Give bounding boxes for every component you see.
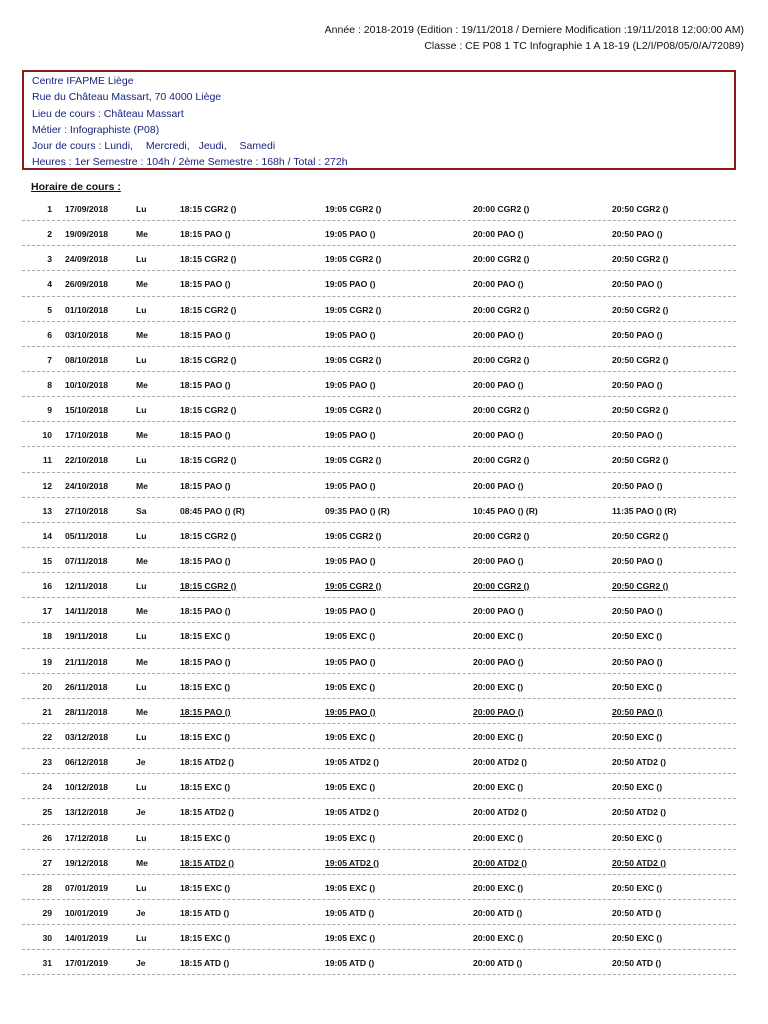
schedule-table [22, 196, 736, 975]
time-slot: 18:15 PAO () [180, 480, 231, 491]
row-day: Me [136, 857, 148, 868]
time-slot: 20:00 CGR2 () [473, 204, 530, 214]
row-number: 17 [42, 606, 52, 617]
time-slot: 19:05 PAO () [325, 656, 376, 667]
time-slot: 18:15 EXC () [180, 731, 231, 742]
time-slot: 20:50 CGR2 () [612, 254, 669, 265]
centre-address: Rue du Château Massart, 70 4000 Liège [32, 91, 222, 104]
row-number: 4 [47, 279, 52, 290]
row-date: 21/11/2018 [65, 656, 108, 667]
time-slot: 20:50 ATD2 () [612, 757, 666, 768]
time-slot: 20:00 EXC () [473, 782, 524, 793]
row-date: 17/10/2018 [65, 430, 109, 441]
row-date: 28/11/2018 [65, 706, 108, 717]
time-slot: 18:15 CGR2 () [180, 405, 237, 416]
time-slot: 19:05 PAO () [325, 480, 376, 491]
row-number: 10 [42, 430, 52, 441]
time-slot: 19:05 CGR2 () [325, 405, 382, 416]
time-slot: 20:00 CGR2 () [473, 405, 530, 416]
row-date: 24/09/2018 [65, 254, 109, 265]
time-slot: 08:45 PAO () (R) [180, 505, 245, 516]
time-slot: 20:00 CGR2 () [473, 304, 530, 315]
row-day: Je [136, 907, 146, 918]
row-date: 03/12/2018 [65, 731, 109, 742]
table-row [22, 875, 736, 900]
time-slot: 18:15 CGR2 () [180, 354, 237, 365]
edition-line: Année : 2018-2019 (Edition : 19/11/2018 / Derniere Modification :19/11/2018 12:00:00 AM) [324, 24, 744, 36]
time-slot: 19:05 ATD () [325, 907, 375, 918]
time-slot: 19:05 CGR2 () [325, 254, 382, 265]
table-row [22, 950, 736, 975]
time-slot: 20:50 PAO () [612, 656, 663, 667]
time-slot: 18:15 PAO () [180, 606, 231, 617]
row-number: 8 [47, 379, 52, 390]
row-number: 19 [42, 656, 52, 667]
time-slot: 20:00 EXC () [473, 933, 524, 944]
row-number: 31 [42, 958, 52, 969]
row-number: 25 [42, 807, 52, 818]
time-slot: 20:00 PAO () [473, 606, 524, 617]
row-day: Lu [136, 933, 147, 944]
time-slot: 18:15 PAO () [180, 379, 231, 390]
row-day: Lu [136, 631, 147, 642]
row-number: 20 [42, 681, 52, 692]
row-number: 12 [42, 480, 52, 491]
row-date: 10/10/2018 [65, 379, 109, 390]
row-number: 29 [42, 907, 52, 918]
time-slot: 20:00 PAO () [473, 480, 524, 491]
table-row [22, 799, 736, 824]
table-row [22, 523, 736, 548]
table-row [22, 699, 736, 724]
course-day-thursday: Jeudi, [198, 140, 227, 153]
row-day: Me [136, 329, 148, 340]
time-slot: 20:00 EXC () [473, 882, 524, 893]
time-slot: 20:00 PAO () [473, 706, 524, 717]
row-day: Lu [136, 882, 147, 893]
time-slot: 20:50 CGR2 () [612, 581, 669, 592]
row-number: 14 [42, 530, 52, 541]
time-slot: 20:50 EXC () [612, 933, 663, 944]
row-day: Je [136, 757, 146, 768]
row-number: 5 [47, 304, 52, 315]
time-slot: 18:15 PAO () [180, 555, 231, 566]
time-slot: 18:15 PAO () [180, 706, 231, 717]
row-date: 13/12/2018 [65, 807, 109, 818]
table-row [22, 925, 736, 950]
time-slot: 20:00 EXC () [473, 731, 524, 742]
row-number: 15 [42, 555, 52, 566]
row-date: 24/10/2018 [65, 480, 109, 491]
time-slot: 20:00 CGR2 () [473, 581, 530, 592]
row-date: 07/11/2018 [65, 555, 108, 566]
row-number: 13 [42, 505, 52, 516]
table-row [22, 749, 736, 774]
time-slot: 10:45 PAO () (R) [473, 505, 538, 516]
time-slot: 19:05 PAO () [325, 229, 376, 240]
row-day: Je [136, 807, 146, 818]
row-number: 27 [42, 857, 52, 868]
row-date: 07/01/2019 [65, 882, 109, 893]
course-day-saturday: Samedi [239, 140, 276, 153]
time-slot: 18:15 ATD2 () [180, 807, 234, 818]
row-number: 1 [47, 204, 52, 214]
table-row [22, 724, 736, 749]
row-number: 7 [47, 354, 52, 365]
row-day: Me [136, 279, 148, 290]
time-slot: 18:15 EXC () [180, 933, 231, 944]
row-date: 08/10/2018 [65, 354, 109, 365]
row-date: 22/10/2018 [65, 455, 109, 466]
time-slot: 18:15 CGR2 () [180, 530, 237, 541]
time-slot: 20:50 EXC () [612, 782, 663, 793]
centre-name: Centre IFAPME Liège [32, 75, 134, 87]
time-slot: 20:50 ATD2 () [612, 807, 666, 818]
row-day: Sa [136, 505, 147, 516]
time-slot: 20:00 EXC () [473, 832, 524, 843]
table-row [22, 850, 736, 875]
row-date: 14/11/2018 [65, 606, 108, 617]
time-slot: 20:50 PAO () [612, 379, 663, 390]
time-slot: 19:05 PAO () [325, 379, 376, 390]
row-number: 11 [42, 455, 52, 466]
course-day-wednesday: Mercredi, [145, 140, 190, 153]
info-box [22, 70, 736, 170]
row-date: 19/11/2018 [65, 631, 108, 642]
time-slot: 20:00 PAO () [473, 430, 524, 441]
row-day: Lu [136, 405, 147, 416]
time-slot: 20:50 PAO () [612, 480, 663, 491]
time-slot: 20:00 ATD () [473, 958, 523, 969]
time-slot: 20:50 EXC () [612, 631, 663, 642]
time-slot: 18:15 EXC () [180, 832, 231, 843]
time-slot: 20:50 ATD () [612, 907, 662, 918]
row-date: 15/10/2018 [65, 405, 109, 416]
row-date: 17/01/2019 [65, 958, 109, 969]
row-date: 27/10/2018 [65, 505, 109, 516]
time-slot: 18:15 CGR2 () [180, 254, 237, 265]
time-slot: 20:50 ATD () [612, 958, 662, 969]
time-slot: 18:15 ATD () [180, 907, 230, 918]
row-day: Lu [136, 681, 147, 692]
row-day: Me [136, 480, 148, 491]
time-slot: 20:50 PAO () [612, 329, 663, 340]
row-number: 30 [42, 933, 52, 944]
time-slot: 18:15 EXC () [180, 782, 231, 793]
time-slot: 19:05 PAO () [325, 329, 376, 340]
time-slot: 20:50 PAO () [612, 229, 663, 240]
time-slot: 20:50 EXC () [612, 681, 663, 692]
row-date: 12/11/2018 [65, 581, 108, 592]
row-day: Lu [136, 782, 147, 793]
time-slot: 19:05 EXC () [325, 731, 376, 742]
table-row [22, 246, 736, 271]
row-day: Lu [136, 254, 147, 265]
row-number: 18 [42, 631, 52, 642]
schedule-title: Horaire de cours : [31, 181, 121, 193]
table-row [22, 221, 736, 246]
time-slot: 20:50 PAO () [612, 606, 663, 617]
row-date: 01/10/2018 [65, 304, 109, 315]
time-slot: 19:05 EXC () [325, 631, 376, 642]
row-date: 26/11/2018 [65, 681, 108, 692]
time-slot: 20:00 PAO () [473, 279, 524, 290]
row-date: 19/12/2018 [65, 857, 109, 868]
time-slot: 20:00 PAO () [473, 555, 524, 566]
time-slot: 19:05 PAO () [325, 706, 376, 717]
time-slot: 20:00 ATD2 () [473, 807, 527, 818]
time-slot: 20:00 PAO () [473, 656, 524, 667]
time-slot: 20:50 CGR2 () [612, 405, 669, 416]
row-day: Me [136, 379, 148, 390]
time-slot: 20:50 CGR2 () [612, 455, 669, 466]
time-slot: 20:00 CGR2 () [473, 254, 530, 265]
row-day: Me [136, 430, 148, 441]
row-day: Me [136, 606, 148, 617]
table-row [22, 372, 736, 397]
time-slot: 20:00 ATD () [473, 907, 523, 918]
table-row [22, 473, 736, 498]
course-location: Lieu de cours : Château Massart [32, 107, 184, 120]
row-day: Lu [136, 204, 147, 214]
row-date: 06/12/2018 [65, 757, 109, 768]
row-number: 23 [42, 757, 52, 768]
time-slot: 20:50 ATD2 () [612, 857, 666, 868]
time-slot: 19:05 CGR2 () [325, 204, 382, 214]
table-row [22, 900, 736, 925]
time-slot: 18:15 PAO () [180, 430, 231, 441]
time-slot: 20:00 PAO () [473, 329, 524, 340]
time-slot: 20:50 EXC () [612, 832, 663, 843]
row-number: 28 [42, 882, 52, 893]
table-row [22, 825, 736, 850]
row-date: 19/09/2018 [65, 229, 109, 240]
time-slot: 19:05 PAO () [325, 555, 376, 566]
time-slot: 20:00 CGR2 () [473, 455, 530, 466]
row-number: 21 [42, 706, 52, 717]
row-number: 6 [47, 329, 52, 340]
table-row [22, 774, 736, 799]
course-days [32, 138, 734, 154]
row-day: Me [136, 706, 148, 717]
time-slot: 18:15 EXC () [180, 681, 231, 692]
time-slot: 20:00 PAO () [473, 229, 524, 240]
time-slot: 18:15 CGR2 () [180, 455, 237, 466]
row-number: 9 [47, 405, 52, 416]
row-day: Lu [136, 530, 147, 541]
time-slot: 20:00 PAO () [473, 379, 524, 390]
time-slot: 20:50 PAO () [612, 706, 663, 717]
row-number: 16 [42, 581, 52, 592]
row-number: 22 [42, 731, 52, 742]
time-slot: 20:50 CGR2 () [612, 530, 669, 541]
time-slot: 20:00 EXC () [473, 681, 524, 692]
time-slot: 20:50 EXC () [612, 731, 663, 742]
row-number: 24 [42, 782, 52, 793]
table-row [22, 297, 736, 322]
time-slot: 20:50 PAO () [612, 555, 663, 566]
time-slot: 20:00 CGR2 () [473, 354, 530, 365]
time-slot: 20:50 CGR2 () [612, 304, 669, 315]
course-days-label: Jour de cours : Lundi, [32, 140, 133, 153]
time-slot: 18:15 EXC () [180, 631, 231, 642]
row-day: Je [136, 958, 146, 969]
time-slot: 19:05 PAO () [325, 606, 376, 617]
time-slot: 18:15 ATD2 () [180, 857, 234, 868]
row-day: Me [136, 555, 148, 566]
table-row [22, 498, 736, 523]
time-slot: 20:50 EXC () [612, 882, 663, 893]
time-slot: 18:15 CGR2 () [180, 304, 237, 315]
time-slot: 11:35 PAO () (R) [612, 505, 677, 516]
time-slot: 20:50 PAO () [612, 279, 663, 290]
time-slot: 20:00 ATD2 () [473, 757, 527, 768]
time-slot: 19:05 EXC () [325, 882, 376, 893]
time-slot: 18:15 ATD () [180, 958, 230, 969]
time-slot: 20:00 EXC () [473, 631, 524, 642]
time-slot: 18:15 PAO () [180, 656, 231, 667]
row-date: 26/09/2018 [65, 279, 109, 290]
row-number: 2 [47, 229, 52, 240]
row-day: Me [136, 229, 148, 240]
time-slot: 19:05 EXC () [325, 681, 376, 692]
time-slot: 19:05 ATD2 () [325, 857, 379, 868]
time-slot: 20:00 ATD2 () [473, 857, 527, 868]
table-row [22, 322, 736, 347]
time-slot: 18:15 CGR2 () [180, 581, 237, 592]
time-slot: 19:05 CGR2 () [325, 581, 382, 592]
time-slot: 19:05 EXC () [325, 933, 376, 944]
table-row [22, 573, 736, 598]
table-row [22, 271, 736, 296]
table-row [22, 548, 736, 573]
time-slot: 19:05 CGR2 () [325, 530, 382, 541]
time-slot: 19:05 ATD2 () [325, 807, 379, 818]
row-day: Me [136, 656, 148, 667]
time-slot: 09:35 PAO () (R) [325, 505, 390, 516]
time-slot: 18:15 EXC () [180, 882, 231, 893]
table-row [22, 598, 736, 623]
table-row [22, 649, 736, 674]
class-line: Classe : CE P08 1 TC Infographie 1 A 18-19 (L2/I/P08/05/0/A/72089) [424, 40, 744, 52]
table-row [22, 397, 736, 422]
time-slot: 19:05 ATD () [325, 958, 375, 969]
table-row [22, 447, 736, 472]
time-slot: 19:05 PAO () [325, 430, 376, 441]
time-slot: 19:05 CGR2 () [325, 354, 382, 365]
time-slot: 18:15 ATD2 () [180, 757, 234, 768]
row-date: 05/11/2018 [65, 530, 108, 541]
row-day: Lu [136, 731, 147, 742]
time-slot: 20:00 CGR2 () [473, 530, 530, 541]
row-date: 17/09/2018 [65, 204, 109, 214]
table-row [22, 196, 736, 221]
table-row [22, 674, 736, 699]
row-day: Lu [136, 581, 147, 592]
row-number: 3 [47, 254, 52, 265]
time-slot: 18:15 PAO () [180, 229, 231, 240]
time-slot: 20:50 PAO () [612, 430, 663, 441]
row-day: Lu [136, 304, 147, 315]
row-date: 17/12/2018 [65, 832, 109, 843]
row-day: Lu [136, 455, 147, 466]
row-day: Lu [136, 832, 147, 843]
time-slot: 18:15 CGR2 () [180, 204, 237, 214]
row-day: Lu [136, 354, 147, 365]
table-row [22, 623, 736, 648]
time-slot: 19:05 EXC () [325, 782, 376, 793]
hours-summary: Heures : 1er Semestre : 104h / 2ème Semestre : 168h / Total : 272h [32, 156, 348, 169]
table-row [22, 347, 736, 372]
row-date: 10/12/2018 [65, 782, 109, 793]
time-slot: 19:05 PAO () [325, 279, 376, 290]
time-slot: 19:05 ATD2 () [325, 757, 379, 768]
row-date: 03/10/2018 [65, 329, 109, 340]
time-slot: 19:05 EXC () [325, 832, 376, 843]
time-slot: 18:15 PAO () [180, 279, 231, 290]
time-slot: 19:05 CGR2 () [325, 304, 382, 315]
time-slot: 20:50 CGR2 () [612, 204, 669, 214]
row-date: 10/01/2019 [65, 907, 109, 918]
time-slot: 18:15 PAO () [180, 329, 231, 340]
row-date: 14/01/2019 [65, 933, 109, 944]
time-slot: 20:50 CGR2 () [612, 354, 669, 365]
row-number: 26 [42, 832, 52, 843]
trade: Métier : Infographiste (P08) [32, 123, 160, 136]
table-row [22, 422, 736, 447]
time-slot: 19:05 CGR2 () [325, 455, 382, 466]
